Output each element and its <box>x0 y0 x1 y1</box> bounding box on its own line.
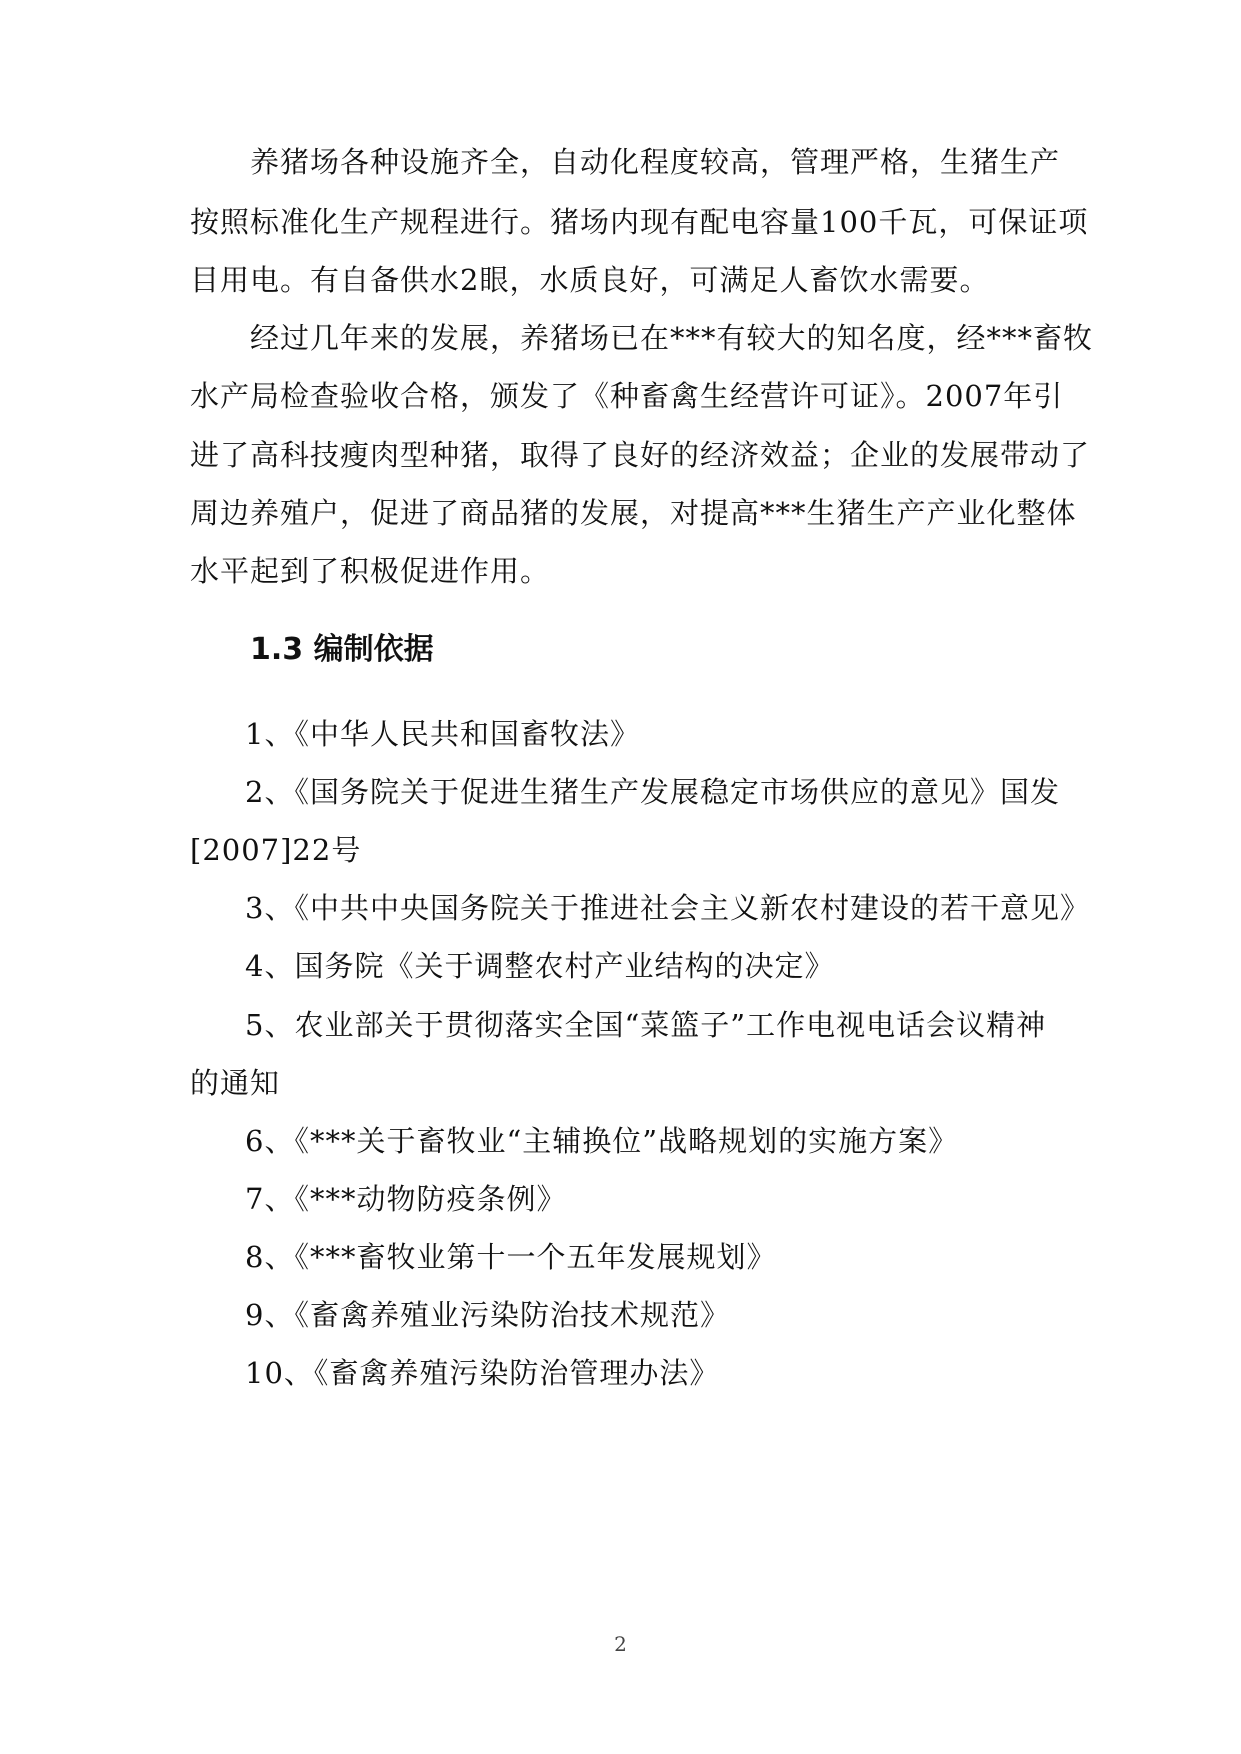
para2-line-5: 水平起到了积极促进作用。 <box>190 554 551 588</box>
para1-line-1: 养猪场各种设施齐全，自动化程度较高，管理严格，生猪生产 <box>250 145 1061 179</box>
list-item: 8、《***畜牧业第十一个五年发展规划》 <box>245 1240 777 1274</box>
list-item: 2、《国务院关于促进生猪生产发展稳定市场供应的意见》国发 <box>245 775 1060 809</box>
list-item: 10、《畜禽养殖污染防治管理办法》 <box>245 1356 720 1390</box>
para2-line-2: 水产局检查验收合格，颁发了《种畜禽生经营许可证》。2007年引 <box>190 379 1064 413</box>
section-heading: 1.3 编制依据 <box>250 632 434 667</box>
list-item-continuation: [2007]22号 <box>190 833 362 867</box>
para2-line-4: 周边养殖户，促进了商品猪的发展，对提高***生猪生产产业化整体 <box>190 496 1077 530</box>
list-item: 7、《***动物防疫条例》 <box>245 1182 567 1216</box>
list-item: 5、农业部关于贯彻落实全国“菜篮子”工作电视电话会议精神 <box>245 1008 1047 1042</box>
page-number: 2 <box>614 1632 627 1656</box>
list-item: 3、《中共中央国务院关于推进社会主义新农村建设的若干意见》 <box>245 891 1090 925</box>
list-item: 1、《中华人民共和国畜牧法》 <box>245 717 640 751</box>
para1-line-3: 目用电。有自备供水2眼，水质良好，可满足人畜饮水需要。 <box>190 263 990 297</box>
para1-line-2: 按照标准化生产规程进行。猪场内现有配电容量100千瓦，可保证项 <box>190 205 1089 239</box>
list-item: 4、国务院《关于调整农村产业结构的决定》 <box>245 949 835 983</box>
list-item-continuation: 的通知 <box>190 1066 281 1100</box>
para2-line-1: 经过几年来的发展，养猪场已在***有较大的知名度，经***畜牧 <box>250 321 1094 355</box>
list-item: 6、《***关于畜牧业“主辅换位”战略规划的实施方案》 <box>245 1124 959 1158</box>
para2-line-3: 进了高科技瘦肉型种猪，取得了良好的经济效益；企业的发展带动了 <box>190 438 1091 472</box>
list-item: 9、《畜禽养殖业污染防治技术规范》 <box>245 1298 730 1332</box>
